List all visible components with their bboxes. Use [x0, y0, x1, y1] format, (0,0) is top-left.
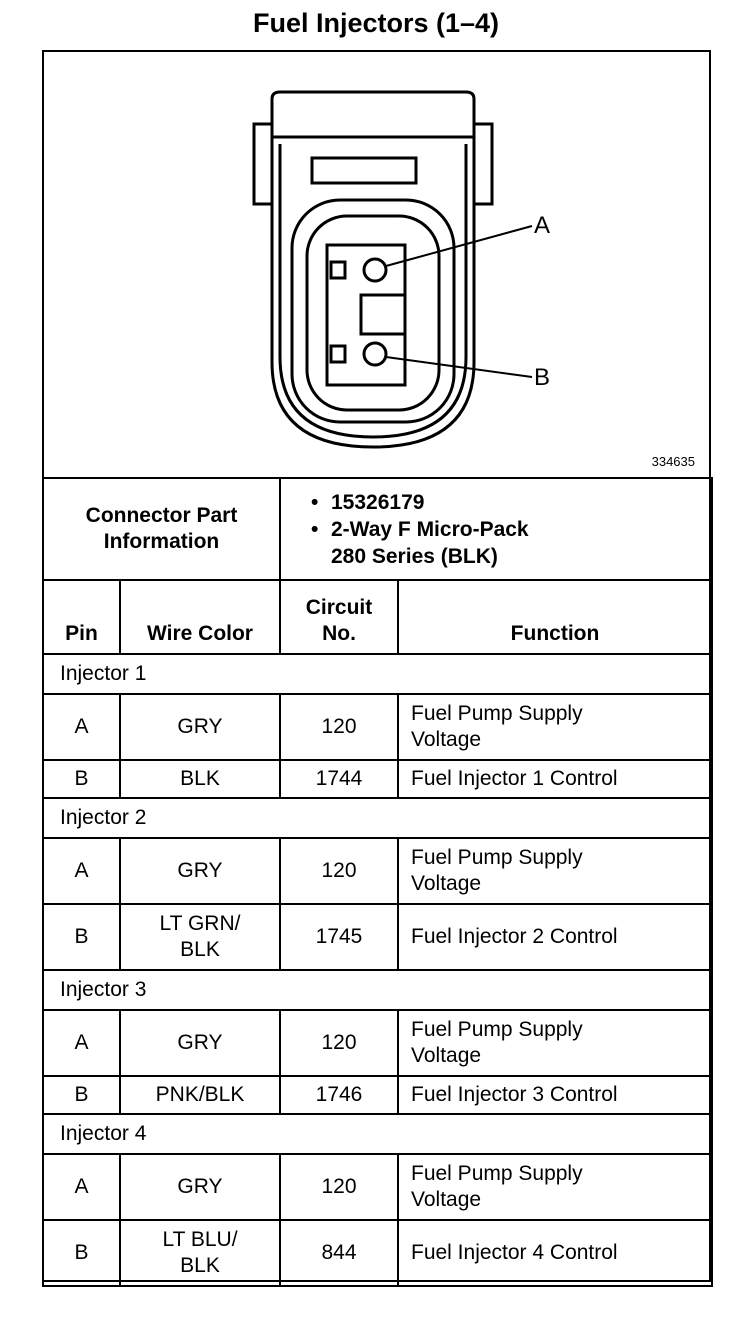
table-row: [43, 1076, 712, 1114]
wire-color-cell: [120, 1220, 280, 1286]
injector-groups: [43, 654, 712, 1286]
circuit-cell: 120: [280, 838, 398, 904]
cpi-label-line2: Information: [103, 530, 220, 553]
function-line: Fuel Pump Supply: [411, 846, 583, 869]
table-row: [43, 694, 712, 760]
wire-color-cell: [120, 838, 280, 904]
part-number: • 15326179: [311, 489, 711, 516]
wire-color-cell: [120, 1010, 280, 1076]
function-cell: [398, 1154, 712, 1220]
connector-description-line2: 280 Series (BLK): [331, 544, 498, 568]
circuit-cell: 1744: [280, 760, 398, 798]
wire-color-line: LT BLU/: [162, 1228, 238, 1251]
function-line: Voltage: [411, 1044, 482, 1067]
table-row: [43, 1220, 712, 1286]
connector-description-line1: • 2-Way F Micro-Pack: [311, 516, 711, 543]
function-line: Fuel Injector 2 Control: [411, 925, 618, 948]
pin-a-label: A: [534, 212, 551, 239]
function-cell: [398, 1076, 712, 1114]
wire-color-cell: [120, 1076, 280, 1114]
function-line: Fuel Injector 1 Control: [411, 767, 618, 790]
circuit-cell: 120: [280, 1010, 398, 1076]
wire-color-line: GRY: [177, 715, 223, 738]
function-line: Fuel Pump Supply: [411, 1018, 583, 1041]
header-wire-color: Wire Color: [120, 580, 280, 654]
function-line: Fuel Injector 4 Control: [411, 1241, 618, 1264]
injector-group-row: [43, 798, 712, 838]
function-line: Fuel Pump Supply: [411, 1162, 583, 1185]
pinout-table: [42, 477, 713, 1287]
wire-color-line: GRY: [177, 1175, 223, 1198]
function-cell: [398, 838, 712, 904]
wire-color-line: LT GRN/: [159, 912, 241, 935]
wire-color-cell: [120, 694, 280, 760]
wire-color-line: GRY: [177, 859, 223, 882]
header-circuit-line1: Circuit: [305, 596, 373, 619]
wire-color-line: BLK: [180, 938, 220, 961]
table-row: [43, 760, 712, 798]
pin-cell: A: [43, 694, 120, 760]
cpi-label-line1: Connector Part: [85, 504, 238, 527]
header-function: Function: [398, 580, 712, 654]
function-cell: [398, 1010, 712, 1076]
table-header-row: [43, 580, 712, 654]
injector-group-label: Injector 2: [43, 798, 712, 838]
pin-cell: A: [43, 838, 120, 904]
function-line: Fuel Injector 3 Control: [411, 1083, 618, 1106]
function-line: Voltage: [411, 1188, 482, 1211]
table-row: [43, 904, 712, 970]
function-line: Voltage: [411, 872, 482, 895]
function-line: Fuel Pump Supply: [411, 702, 583, 725]
pin-cell: B: [43, 1220, 120, 1286]
pin-cell: A: [43, 1154, 120, 1220]
connector-part-info-row: [43, 478, 712, 580]
wire-color-cell: [120, 904, 280, 970]
function-cell: [398, 1220, 712, 1286]
injector-group-row: [43, 654, 712, 694]
table-row: [43, 838, 712, 904]
injector-group-label: Injector 1: [43, 654, 712, 694]
pin-cell: A: [43, 1010, 120, 1076]
wire-color-line: BLK: [180, 1254, 220, 1277]
pin-b-label: B: [534, 364, 551, 391]
header-circuit-no: [280, 580, 398, 654]
wire-color-line: GRY: [177, 1031, 223, 1054]
circuit-cell: 120: [280, 1154, 398, 1220]
connector-part-info-values: [280, 478, 712, 580]
wire-color-cell: [120, 1154, 280, 1220]
injector-group-row: [43, 970, 712, 1010]
injector-group-label: Injector 4: [43, 1114, 712, 1154]
pin-cell: B: [43, 1076, 120, 1114]
connector-part-info-label: [43, 478, 280, 580]
header-circuit-line2: No.: [322, 622, 356, 645]
header-pin: Pin: [43, 580, 120, 654]
circuit-cell: 844: [280, 1220, 398, 1286]
figure-number: 334635: [651, 454, 695, 469]
injector-group-label: Injector 3: [43, 970, 712, 1010]
circuit-cell: 1746: [280, 1076, 398, 1114]
function-cell: [398, 694, 712, 760]
connector-diagram: [44, 52, 709, 477]
pin-cell: B: [43, 904, 120, 970]
injector-group-row: [43, 1114, 712, 1154]
function-line: Voltage: [411, 728, 482, 751]
function-cell: [398, 904, 712, 970]
function-cell: [398, 760, 712, 798]
connector-face-illustration: [44, 52, 709, 477]
circuit-cell: 120: [280, 694, 398, 760]
pin-cell: B: [43, 760, 120, 798]
wire-color-line: BLK: [180, 767, 220, 790]
table-row: [43, 1010, 712, 1076]
wire-color-cell: [120, 760, 280, 798]
wire-color-line: PNK/BLK: [155, 1083, 245, 1106]
page-title: Fuel Injectors (1–4): [252, 8, 500, 38]
connector-frame: [42, 50, 711, 1282]
table-row: [43, 1154, 712, 1220]
circuit-cell: 1745: [280, 904, 398, 970]
